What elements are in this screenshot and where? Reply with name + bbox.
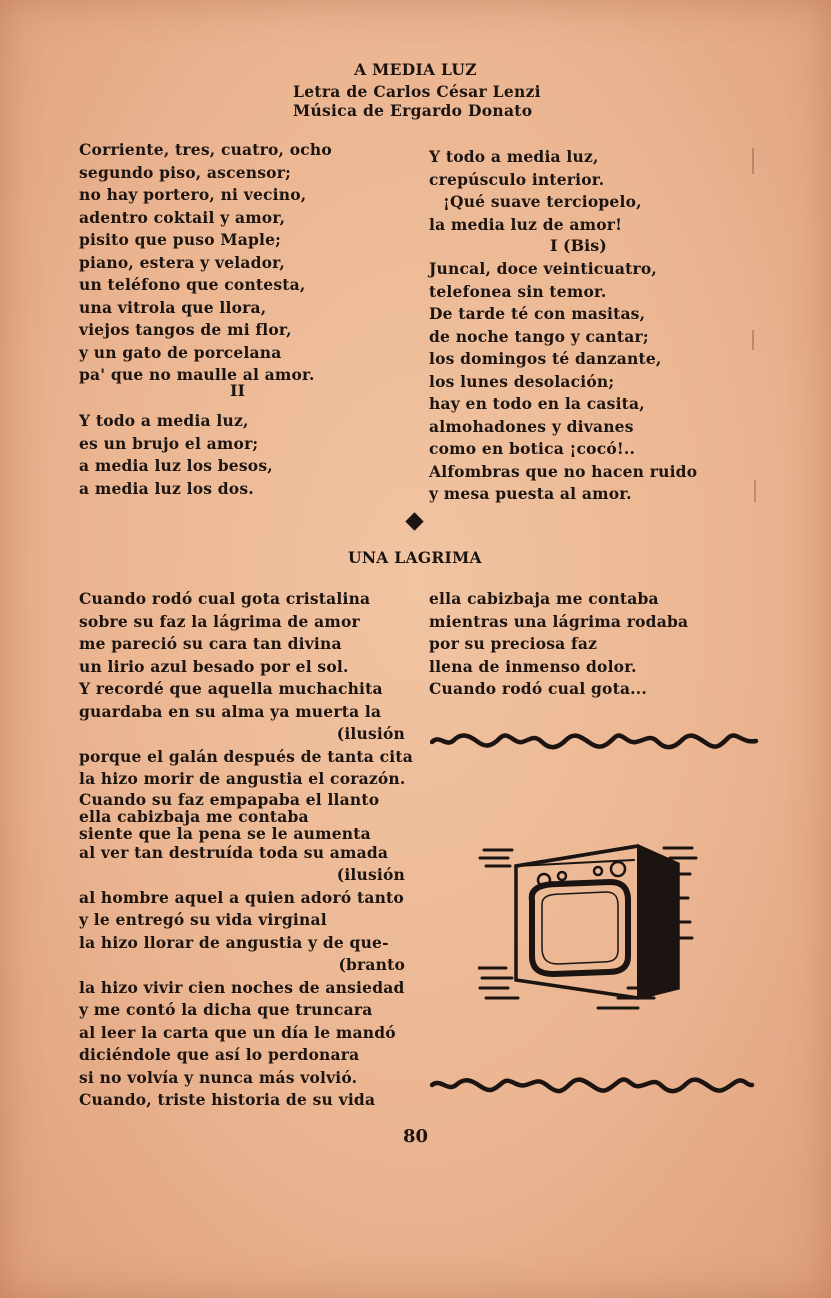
lyric-line: piano, estera y velador, bbox=[79, 252, 285, 272]
song-title: UNA LAGRIMA bbox=[348, 548, 482, 567]
lyric-line: y le entregó su vida virginal bbox=[79, 910, 327, 929]
lyric-line: Y recordé que aquella muchachita bbox=[79, 679, 383, 698]
song1-right-column-2 bbox=[429, 258, 697, 506]
lyric-line: segundo piso, ascensor; bbox=[79, 162, 292, 182]
lyric-line: y mesa puesta al amor. bbox=[429, 484, 632, 503]
lyric-line: como en botica ¡cocó!.. bbox=[429, 439, 636, 458]
section-heading-bis: I (Bis) bbox=[550, 236, 607, 255]
lyric-line: almohadones y divanes bbox=[429, 416, 634, 436]
lyric-line: guardaba en su alma ya muerta la bbox=[79, 701, 382, 721]
lyric-line: si no volvía y nunca más volvió. bbox=[79, 1067, 358, 1087]
margin-mark bbox=[752, 148, 754, 174]
song2-left-column bbox=[79, 588, 413, 1112]
section-heading-ii: II bbox=[230, 381, 245, 400]
lyric-line: Corriente, tres, cuatro, ocho bbox=[79, 140, 332, 159]
song2-right-column bbox=[429, 588, 688, 701]
lyric-line: adentro coktail y amor, bbox=[79, 207, 286, 227]
television-icon bbox=[478, 838, 698, 1028]
lyric-line: una vitrola que llora, bbox=[79, 297, 267, 317]
lyric-line: a media luz los besos, bbox=[79, 456, 273, 475]
lyric-line: los lunes desolación; bbox=[429, 371, 615, 391]
song1-right-column bbox=[429, 146, 642, 236]
lyric-line: pisito que puso Maple; bbox=[79, 230, 282, 249]
lyric-line: un teléfono que contesta, bbox=[79, 275, 306, 294]
lyric-line: Cuando rodó cual gota... bbox=[429, 679, 647, 698]
margin-mark bbox=[754, 480, 756, 502]
song1-left-column-2 bbox=[79, 410, 273, 500]
lyric-line: de noche tango y cantar; bbox=[429, 326, 649, 346]
lyric-line: Y todo a media luz, bbox=[79, 411, 249, 430]
lyric-line: la media luz de amor! bbox=[429, 214, 623, 234]
lyric-line: la hizo llorar de angustia y de que- bbox=[79, 932, 389, 952]
lyric-line: a media luz los dos. bbox=[79, 478, 254, 498]
lyric-line: es un brujo el amor; bbox=[79, 433, 259, 453]
diamond-ornament-icon bbox=[405, 512, 423, 530]
music-credit: Música de Ergardo Donato bbox=[293, 101, 533, 120]
lyric-line: (ilusión bbox=[336, 865, 405, 884]
lyric-line: siente que la pena se le aumenta bbox=[79, 823, 371, 843]
lyric-line: crepúsculo interior. bbox=[429, 169, 605, 189]
lyric-line: Juncal, doce veinticuatro, bbox=[429, 259, 657, 278]
lyric-line: hay en todo en la casita, bbox=[429, 394, 645, 413]
lyric-line: diciéndole que así lo perdonara bbox=[79, 1045, 360, 1064]
lyric-line: De tarde té con masitas, bbox=[429, 304, 646, 323]
song-title: A MEDIA LUZ bbox=[354, 60, 477, 79]
lyric-line: por su preciosa faz bbox=[429, 634, 598, 653]
lyric-line: ella cabizbaja me contaba bbox=[429, 589, 659, 608]
lyric-line: y un gato de porcelana bbox=[79, 342, 282, 362]
squiggle-divider-icon bbox=[430, 1074, 756, 1096]
lyric-line: al hombre aquel a quien adoró tanto bbox=[79, 887, 404, 907]
lyric-line: porque el galán después de tanta cita bbox=[79, 746, 413, 766]
squiggle-divider-icon bbox=[430, 730, 760, 752]
lyric-line: la hizo morir de angustia el corazón. bbox=[79, 769, 406, 788]
lyric-line: y me contó la dicha que truncara bbox=[79, 1000, 373, 1019]
lyric-line: Cuando su faz empapaba el llanto bbox=[79, 789, 380, 809]
lyric-line: al ver tan destruída toda su amada bbox=[79, 842, 389, 862]
lyric-line: viejos tangos de mi flor, bbox=[79, 320, 292, 339]
lyric-line: Y todo a media luz, bbox=[429, 147, 599, 166]
lyrics-credit: Letra de Carlos César Lenzi bbox=[293, 82, 541, 101]
margin-mark bbox=[752, 330, 754, 350]
lyric-line: ella cabizbaja me contaba bbox=[79, 806, 309, 826]
lyric-line: llena de inmenso dolor. bbox=[429, 656, 637, 676]
lyric-line: Cuando, triste historia de su vida bbox=[79, 1090, 376, 1109]
page-number: 80 bbox=[402, 1126, 429, 1147]
lyric-line: ¡Qué suave terciopelo, bbox=[443, 192, 642, 211]
song1-left-column bbox=[79, 139, 332, 387]
lyric-line: Cuando rodó cual gota cristalina bbox=[79, 589, 371, 608]
lyric-line: los domingos té danzante, bbox=[429, 349, 662, 368]
lyric-line: me pareció su cara tan divina bbox=[79, 634, 342, 653]
lyric-line: no hay portero, ni vecino, bbox=[79, 185, 307, 204]
lyric-line: la hizo vivir cien noches de ansiedad bbox=[79, 977, 405, 997]
lyric-line: un lirio azul besado por el sol. bbox=[79, 656, 349, 676]
lyric-line: mientras una lágrima rodaba bbox=[429, 611, 689, 631]
lyric-line: sobre su faz la lágrima de amor bbox=[79, 611, 360, 631]
lyric-line: al leer la carta que un día le mandó bbox=[79, 1022, 396, 1042]
lyric-line: telefonea sin temor. bbox=[429, 281, 607, 301]
lyric-line: pa' que no maulle al amor. bbox=[79, 365, 315, 384]
lyric-line: (branto bbox=[338, 955, 405, 974]
lyric-line: Alfombras que no hacen ruido bbox=[429, 461, 698, 481]
lyric-line: (ilusión bbox=[336, 724, 405, 743]
